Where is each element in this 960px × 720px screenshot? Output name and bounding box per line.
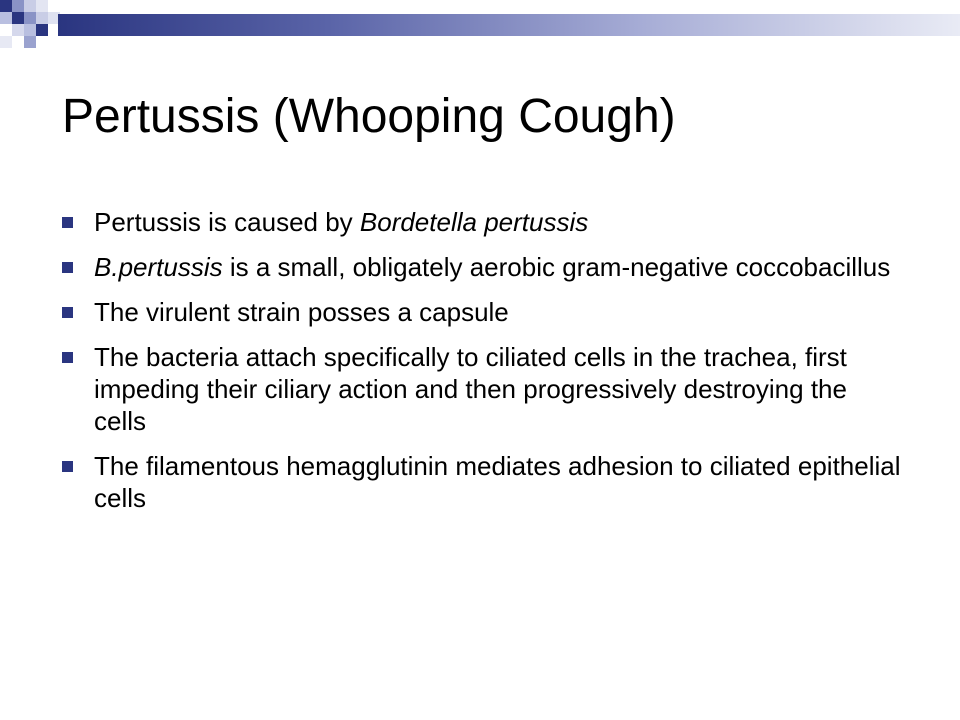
header-decoration-square (12, 24, 24, 36)
bullet-list (62, 206, 902, 527)
square-bullet-icon (62, 307, 73, 318)
bullet-text-italic: B.pertussis (94, 252, 223, 282)
bullet-item (62, 450, 902, 514)
header-decoration-square (0, 36, 12, 48)
bullet-item (62, 341, 902, 437)
header-decoration-square (24, 24, 36, 36)
header-decoration-square (36, 24, 48, 36)
slide-title: Pertussis (Whooping Cough) (62, 90, 676, 143)
header-decoration-square (12, 12, 24, 24)
square-bullet-icon (62, 217, 73, 228)
bullet-text-part: The virulent strain posses a capsule (94, 297, 509, 327)
header-decoration-square (0, 0, 12, 12)
header-decoration-square (36, 12, 48, 24)
bullet-text-part: is a small, obligately aerobic gram-negative coccobacillus (222, 252, 891, 282)
header-decoration-square (24, 36, 36, 48)
header-decoration-square (12, 0, 24, 12)
bullet-item (62, 206, 902, 238)
bullet-item (62, 251, 902, 283)
bullet-text (94, 342, 847, 436)
bullet-item (62, 296, 902, 328)
square-bullet-icon (62, 262, 73, 273)
header-decoration-square (24, 12, 36, 24)
bullet-text-part: Pertussis is caused by (94, 207, 360, 237)
header-decoration-square (36, 0, 48, 12)
header-decoration-square (0, 12, 12, 24)
square-bullet-icon (62, 461, 73, 472)
header-decoration-square (24, 0, 36, 12)
bullet-text (94, 297, 509, 327)
bullet-text (94, 451, 901, 513)
bullet-text (94, 207, 588, 237)
bullet-text (94, 252, 890, 282)
bullet-text-part: The filamentous hemagglutinin mediates adhesion to ciliated epithelial cells (94, 451, 901, 513)
header-gradient-bar (58, 14, 960, 36)
bullet-text-part: The bacteria attach specifically to ciliated cells in the trachea, first impeding their ciliary action and then progressively destroying the cells (94, 342, 847, 436)
square-bullet-icon (62, 352, 73, 363)
bullet-text-italic: Bordetella pertussis (359, 207, 589, 237)
